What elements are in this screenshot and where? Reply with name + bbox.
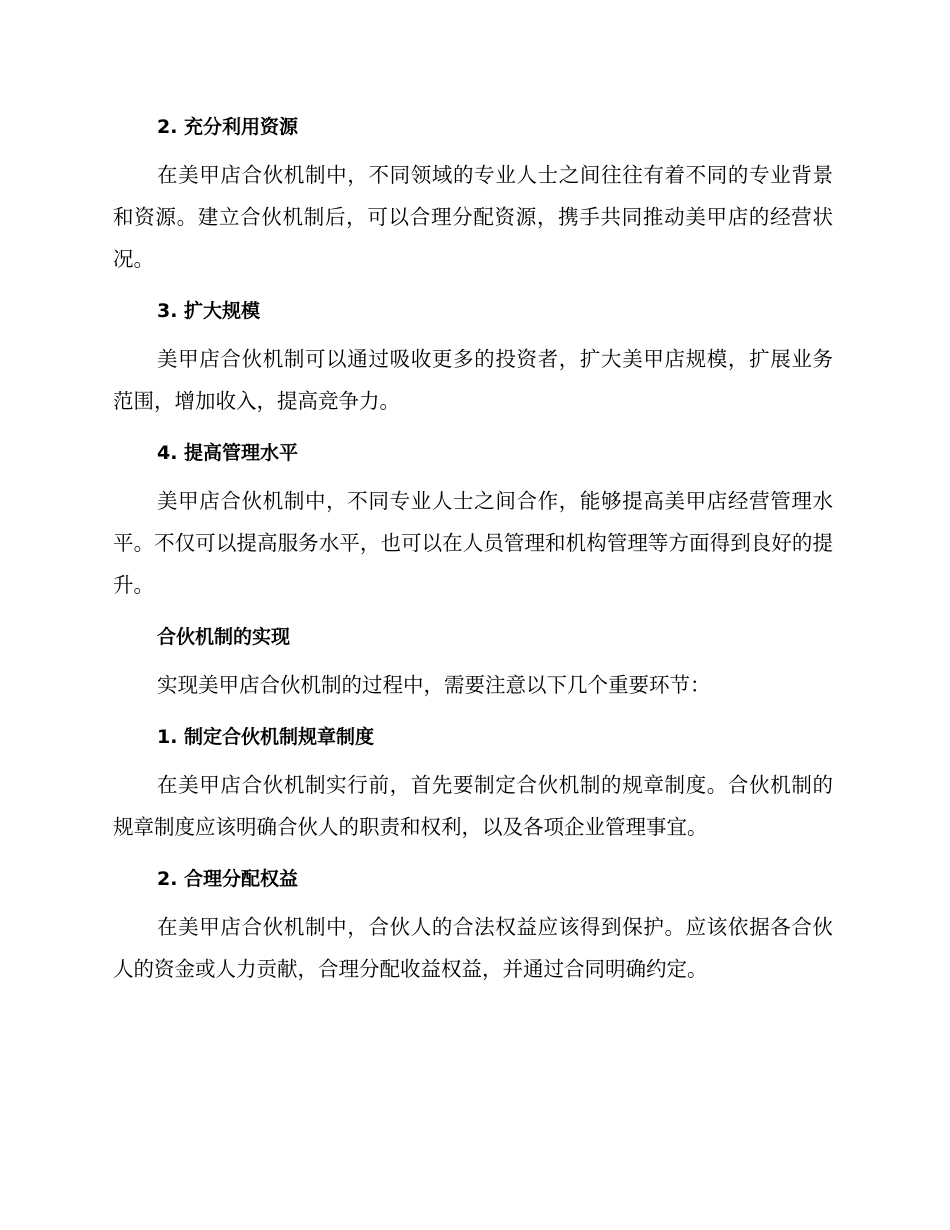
- section-heading-rules: 1. 制定合伙机制规章制度: [157, 726, 375, 748]
- section-heading-management: 4. 提高管理水平: [157, 442, 299, 464]
- section-heading-rights: 2. 合理分配权益: [157, 868, 299, 890]
- section-heading-implementation: 合伙机制的实现: [157, 626, 291, 648]
- section-paragraph-rights: 在美甲店合伙机制中，合伙人的合法权益应该得到保护。应该依据各合伙人的资金或人力贡献，合理分配收益权益，并通过合同明确约定。: [113, 915, 833, 981]
- section-paragraph-implementation: 实现美甲店合伙机制的过程中，需要注意以下几个重要环节：: [157, 673, 711, 697]
- section-heading-expand-scale: 3. 扩大规模: [157, 300, 261, 322]
- section-heading-use-resources: 2. 充分利用资源: [157, 116, 299, 138]
- section-paragraph-management: 美甲店合伙机制中，不同专业人士之间合作，能够提高美甲店经营管理水平。不仅可以提高服务水平，也可以在人员管理和机构管理等方面得到良好的提升。: [113, 489, 833, 597]
- section-paragraph-use-resources: 在美甲店合伙机制中，不同领域的专业人士之间往往有着不同的专业背景和资源。建立合伙机制后，可以合理分配资源，携手共同推动美甲店的经营状况。: [113, 163, 833, 271]
- section-paragraph-expand-scale: 美甲店合伙机制可以通过吸收更多的投资者，扩大美甲店规模，扩展业务范围，增加收入，提高竞争力。: [113, 347, 833, 413]
- document-page: [113, 108, 833, 990]
- section-paragraph-rules: 在美甲店合伙机制实行前，首先要制定合伙机制的规章制度。合伙机制的规章制度应该明确合伙人的职责和权利，以及各项企业管理事宜。: [113, 773, 833, 839]
